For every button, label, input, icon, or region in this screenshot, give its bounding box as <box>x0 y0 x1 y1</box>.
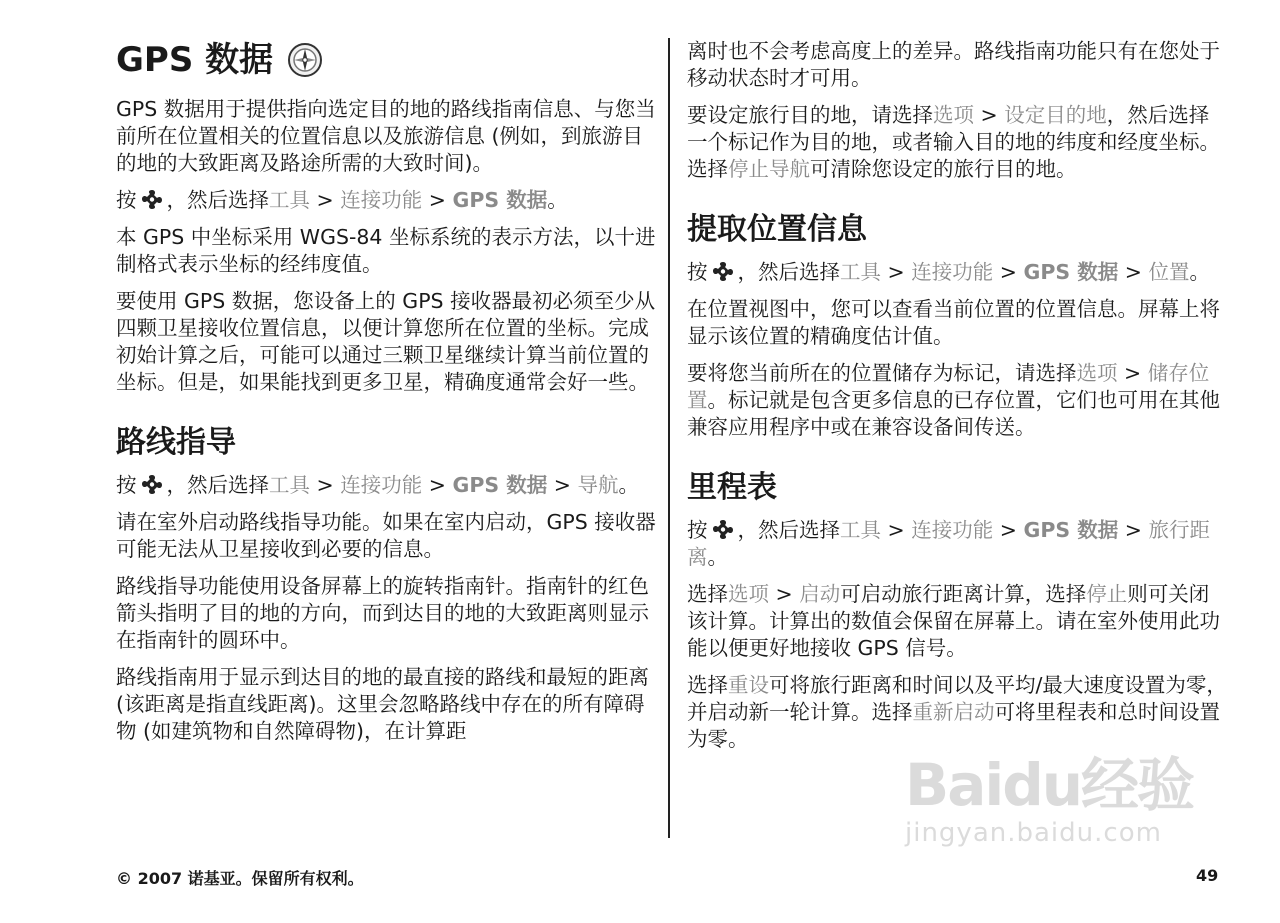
nav-position: 位置 <box>1148 260 1190 284</box>
compass-paragraph: 路线指导功能使用设备屏幕上的旋转指南针。指南针的红色箭头指明了目的地的方向，而到达目的地的大致距离则显示在指南针的圆环中。 <box>116 574 649 652</box>
page-title-text: GPS 数据 <box>116 40 274 80</box>
nav-connectivity: 连接功能 <box>340 188 423 212</box>
nav-navigation: 导航 <box>577 473 619 497</box>
nav-tools: 工具 <box>269 188 310 212</box>
nav-trip-distance: 旅行距离 <box>687 518 1211 569</box>
nav-connectivity: 连接功能 <box>340 473 423 497</box>
option-reset: 重设 <box>728 673 769 697</box>
option-stop-navigation: 停止导航 <box>728 157 810 181</box>
destination-paragraph <box>687 102 1227 183</box>
text-segment: ，然后选择一个标记作为目的地，或者输入目的地的纬度和经度坐标。选择 <box>687 103 1220 181</box>
position-view-paragraph: 在位置视图中，您可以查看当前位置的位置信息。屏幕上将显示该位置的精确度估计值。 <box>687 297 1220 348</box>
route-paragraph: 路线指南用于显示到达目的地的最直接的路线和最短的距离 (该距离是指直线距离)。这里会忽略路线中存在的所有障碍物 (如建筑物和自然障碍物)，在计算距 <box>116 665 649 743</box>
end-punct: 。 <box>547 188 568 212</box>
nav-sep: > <box>999 518 1017 542</box>
nav-path-trip <box>687 517 1227 571</box>
then-text: ，然后选择 <box>166 473 269 497</box>
menu-key-icon <box>712 518 734 540</box>
text-segment: 要设定旅行目的地，请选择 <box>687 103 933 127</box>
option-save-position: 储存位置 <box>687 361 1210 412</box>
then-text: ，然后选择 <box>737 518 840 542</box>
nav-sep: > <box>428 188 446 212</box>
nav-gps-data: GPS 数据 <box>1023 518 1119 542</box>
nav-sep: > <box>980 103 998 127</box>
nav-path-navigation <box>116 472 656 499</box>
option-start: 启动 <box>799 582 841 606</box>
text-segment: 选择 <box>687 582 728 606</box>
option-stop: 停止 <box>1086 582 1128 606</box>
nav-tools: 工具 <box>840 260 881 284</box>
text-segment: 选择 <box>687 673 728 697</box>
press-text: 按 <box>116 188 137 212</box>
nav-connectivity: 连接功能 <box>911 518 994 542</box>
continued-paragraph: 离时也不会考虑高度上的差异。路线指南功能只有在您处于移动状态时才可用。 <box>687 39 1220 90</box>
start-stop-paragraph <box>687 581 1227 662</box>
text-segment: 可启动旅行距离计算，选择 <box>840 582 1087 606</box>
section-heading-navigation: 路线指导 <box>116 425 236 460</box>
option-set-destination: 设定目的地 <box>1004 103 1107 127</box>
nav-sep: > <box>316 188 334 212</box>
section-heading-odometer: 里程表 <box>687 470 777 505</box>
option-options: 选项 <box>728 582 769 606</box>
option-options: 选项 <box>933 103 974 127</box>
text-segment: 要将您当前所在的位置储存为标记，请选择 <box>687 361 1077 385</box>
menu-key-icon <box>141 188 163 210</box>
gps-compass-icon <box>287 42 323 78</box>
nav-gps-data: GPS 数据 <box>452 188 548 212</box>
text-segment: 可清除您设定的旅行目的地。 <box>810 157 1077 181</box>
nav-sep: > <box>887 260 905 284</box>
text-segment: 可将旅行距离和时间以及平均/最大速度设置为零，并启动新一轮计算。选择 <box>687 673 1227 724</box>
text-segment: 则可关闭该计算。计算出的数值会保留在屏幕上。请在室外使用此功能以便更好地接收 GPS 信号。 <box>687 582 1220 660</box>
nav-tools: 工具 <box>840 518 881 542</box>
left-column <box>116 34 656 755</box>
option-options: 选项 <box>1076 361 1118 385</box>
nav-path-position <box>687 259 1227 286</box>
nav-sep: > <box>553 473 571 497</box>
nav-sep: > <box>428 473 446 497</box>
nav-sep: > <box>316 473 334 497</box>
option-restart: 重新启动 <box>912 700 995 724</box>
menu-key-icon <box>712 260 734 282</box>
baidu-watermark <box>905 738 1195 878</box>
nav-sep: > <box>1124 361 1142 385</box>
nav-connectivity: 连接功能 <box>911 260 994 284</box>
save-position-paragraph <box>687 360 1227 441</box>
press-text: 按 <box>687 518 708 542</box>
nav-path-gps <box>116 187 656 214</box>
watermark-logo: Baidu经验 <box>905 751 1194 819</box>
column-divider <box>668 38 670 838</box>
nav-sep: > <box>1124 260 1142 284</box>
nav-sep: > <box>775 582 793 606</box>
footer-copyright: © 2007 诺基亚。保留所有权利。 <box>116 869 364 888</box>
end-punct: 。 <box>618 473 640 497</box>
nav-sep: > <box>1124 518 1142 542</box>
page-number: 49 <box>1196 866 1219 885</box>
right-column <box>687 38 1227 763</box>
page-title <box>116 34 656 86</box>
watermark-url: jingyan.baidu.com <box>905 818 1162 848</box>
nav-gps-data: GPS 数据 <box>1023 260 1119 284</box>
section-heading-position: 提取位置信息 <box>687 212 867 247</box>
nav-sep: > <box>887 518 905 542</box>
then-text: ，然后选择 <box>166 188 269 212</box>
intro-paragraph: GPS 数据用于提供指向选定目的地的路线指南信息、与您当前所在位置相关的位置信息以及旅游信息 (例如，到旅游目的地的大致距离及路途所需的大致时间)。 <box>116 97 656 175</box>
nav-tools: 工具 <box>269 473 310 497</box>
coordinate-paragraph: 本 GPS 中坐标采用 WGS-84 坐标系统的表示方法，以十进制格式表示坐标的经纬度值。 <box>116 225 656 276</box>
press-text: 按 <box>116 473 137 497</box>
nav-sep: > <box>999 260 1017 284</box>
nav-gps-data: GPS 数据 <box>452 473 548 497</box>
end-punct: 。 <box>707 545 728 569</box>
then-text: ，然后选择 <box>737 260 840 284</box>
menu-key-icon <box>141 473 163 495</box>
end-punct: 。 <box>1189 260 1211 284</box>
outdoor-paragraph: 请在室外启动路线指导功能。如果在室内启动，GPS 接收器可能无法从卫星接收到必要的信息。 <box>116 510 656 561</box>
press-text: 按 <box>687 260 708 284</box>
satellite-paragraph: 要使用 GPS 数据，您设备上的 GPS 接收器最初必须至少从四颗卫星接收位置信息，以便计算您所在位置的坐标。完成初始计算之后，可能可以通过三颗卫星继续计算当前位置的坐标。但是，如果能找到更多卫星，精确度通常会好一些。 <box>116 289 656 394</box>
text-segment: 可将里程表和总时间设置为零。 <box>687 700 1220 751</box>
text-segment: 。标记就是包含更多信息的已存位置，它们也可用在其他兼容应用程序中或在兼容设备间传送。 <box>687 388 1220 439</box>
